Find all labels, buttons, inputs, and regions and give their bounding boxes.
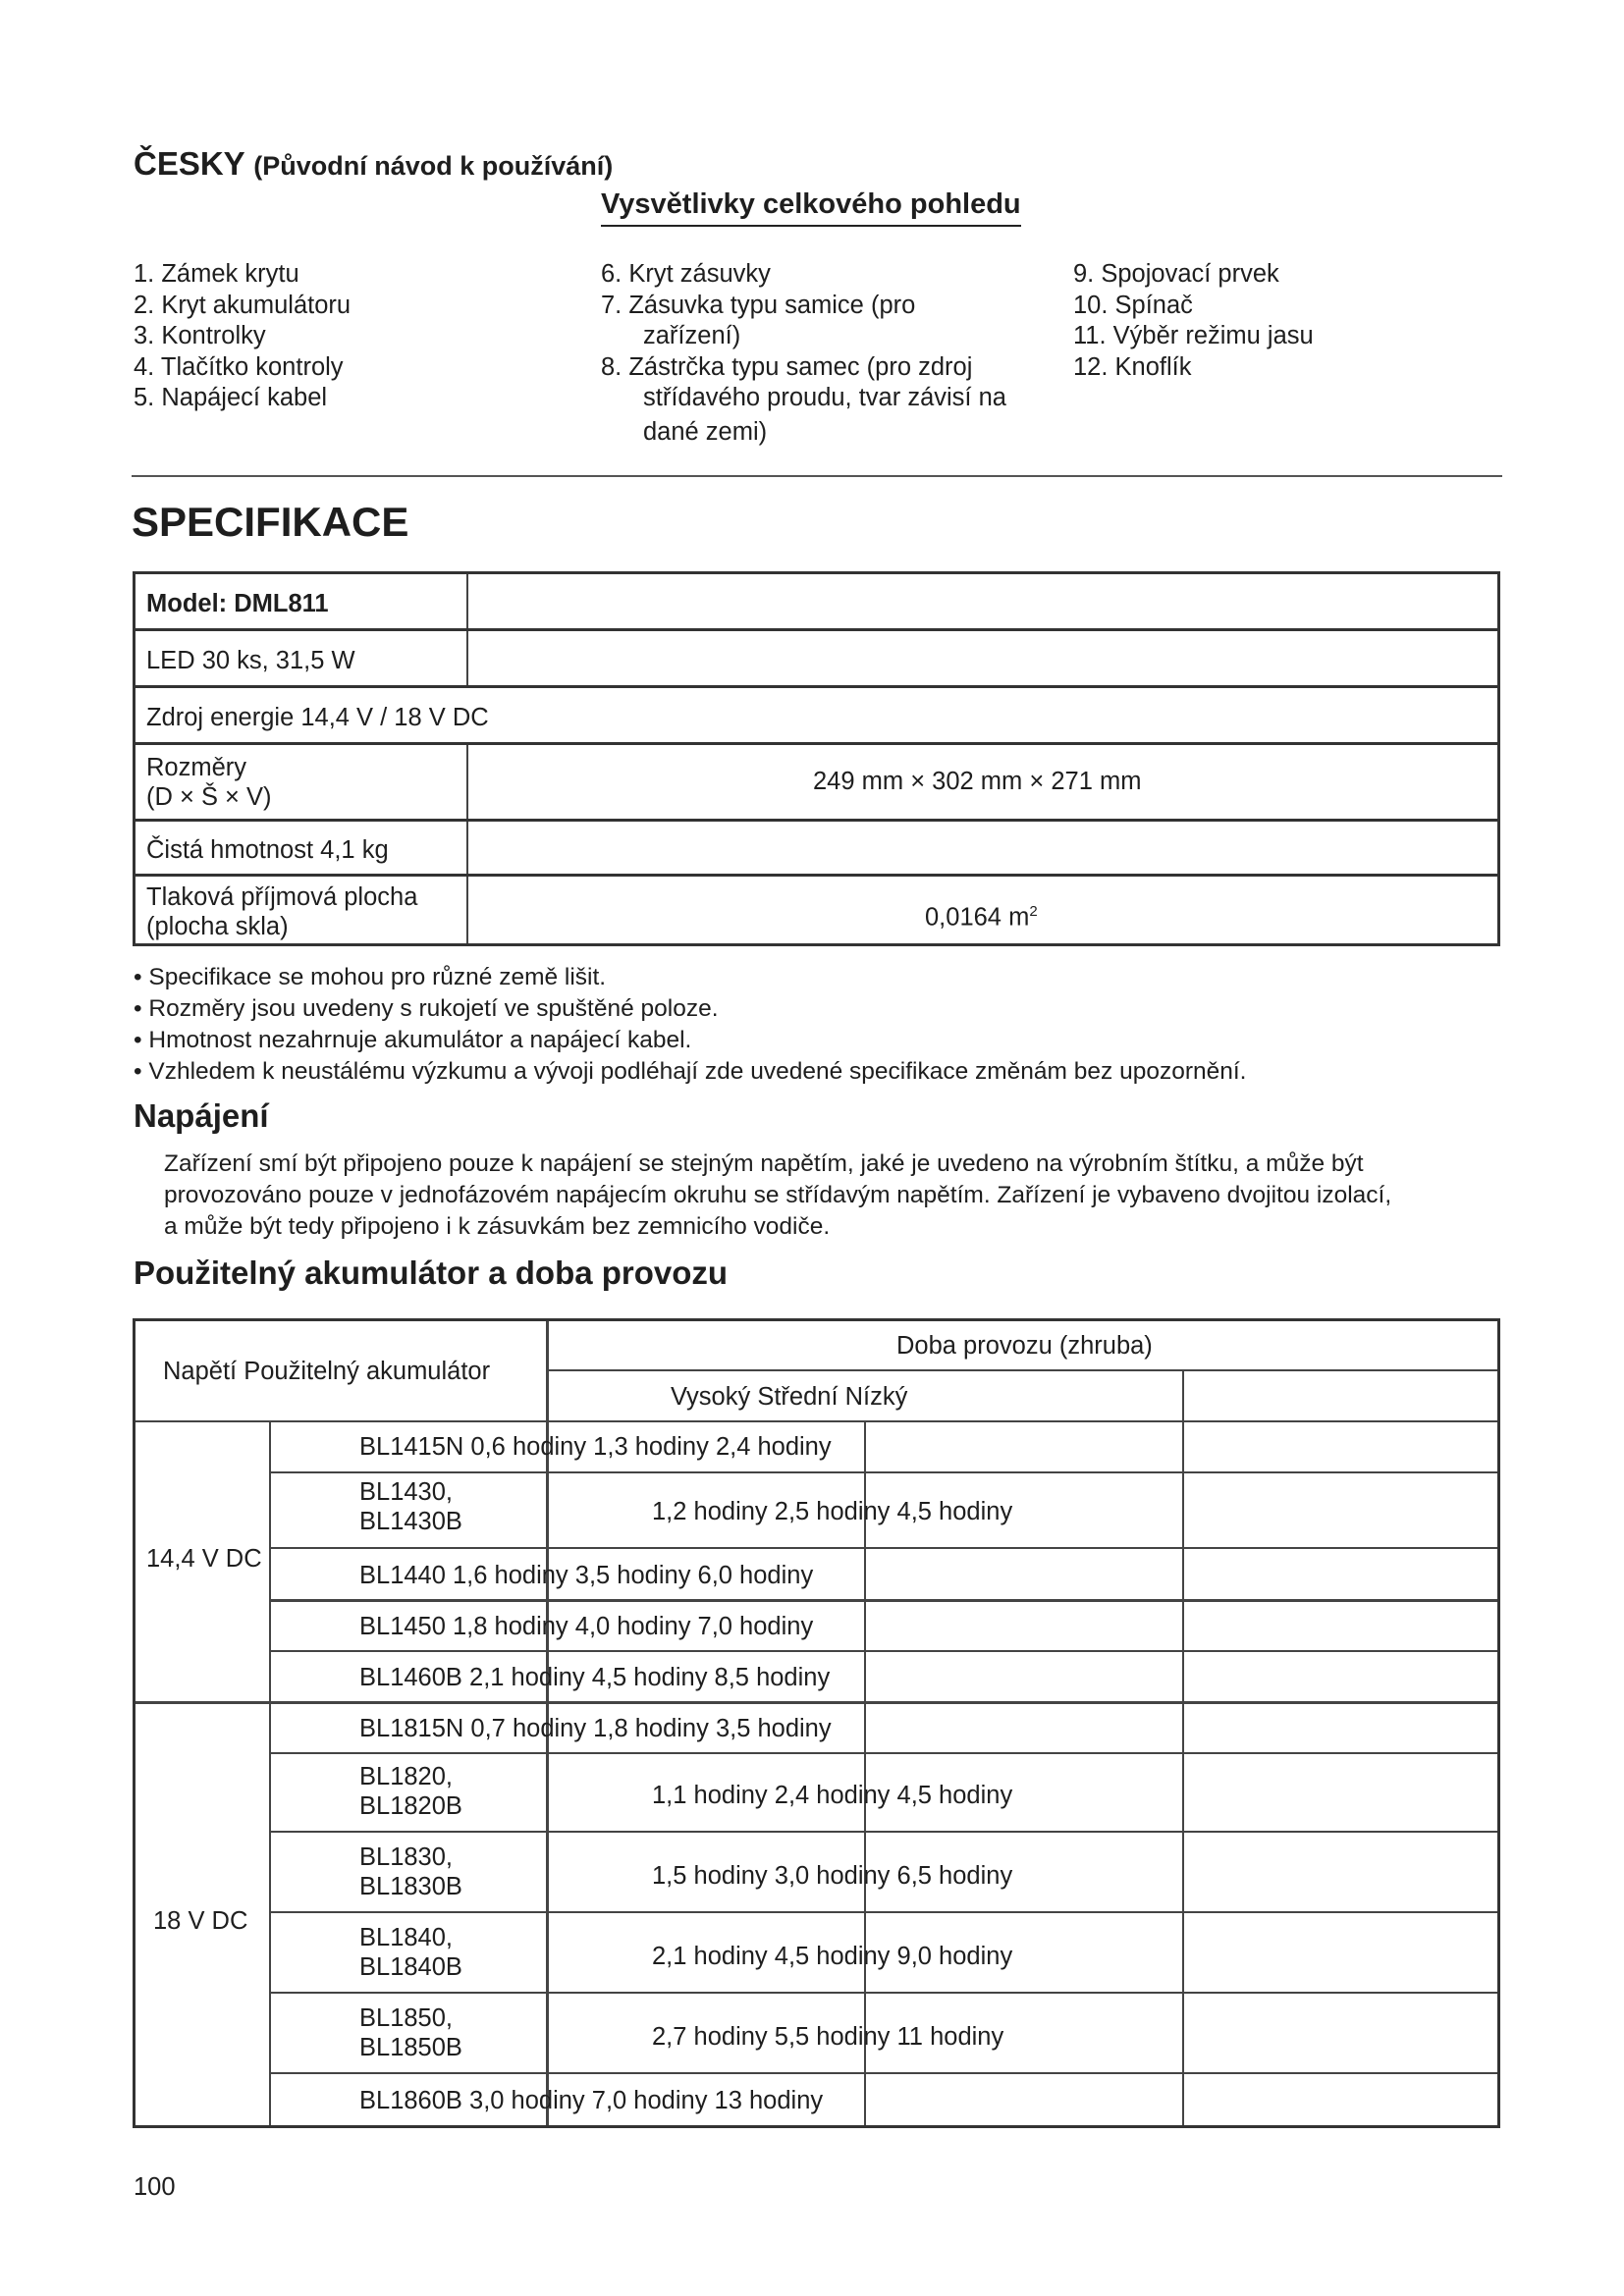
grid-line — [269, 1420, 271, 2125]
battery-times: 2,1 hodiny 4,5 hodiny 9,0 hodiny — [652, 1943, 1013, 1970]
spec-table — [133, 571, 1500, 946]
battery-model: BL1830B — [359, 1873, 462, 1900]
table-row — [135, 822, 1497, 877]
paragraph-line: a může být tedy připojeno i k zásuvkám bez zemnicího vodiče. — [164, 1213, 831, 1240]
legend-column-1 — [134, 259, 351, 414]
list-item: 3. Kontrolky — [134, 322, 266, 349]
head-operating-time: Doba provozu (zhruba) — [896, 1332, 1153, 1360]
spec-model: Model: DML811 — [146, 590, 329, 617]
grid-line — [135, 1701, 1497, 1704]
grid-line — [546, 1369, 1497, 1371]
power-title: Napájení — [134, 1097, 269, 1134]
spec-dims-label-2: (D × Š × V) — [146, 783, 272, 811]
head-voltage-battery: Napětí Použitelný akumulátor — [163, 1358, 491, 1385]
grid-line — [269, 1911, 1497, 1913]
list-item: • Specifikace se mohou pro různé země lišit. — [134, 964, 607, 990]
list-item: střídavého proudu, tvar závisí na — [643, 384, 1006, 411]
spec-weight: Čistá hmotnost 4,1 kg — [146, 836, 389, 864]
battery-times: 2,7 hodiny 5,5 hodiny 11 hodiny — [652, 2023, 1004, 2051]
legend-column-3 — [1073, 259, 1314, 383]
battery-row: BL1440 1,6 hodiny 3,5 hodiny 6,0 hodiny — [359, 1562, 814, 1589]
battery-model: BL1840B — [359, 1953, 462, 1981]
battery-model: BL1820B — [359, 1792, 462, 1820]
table-row — [135, 745, 1497, 822]
grid-line — [269, 1650, 1497, 1652]
grid-line — [269, 1471, 1497, 1473]
table-row — [135, 877, 1497, 949]
power-paragraph — [164, 1148, 1391, 1243]
voltage-group-18v: 18 V DC — [153, 1907, 248, 1935]
grid-line — [269, 1831, 1497, 1833]
table-row — [135, 688, 1497, 745]
spec-dims-value: 249 mm × 302 mm × 271 mm — [813, 768, 1142, 795]
list-item: 9. Spojovací prvek — [1073, 260, 1279, 288]
battery-row: BL1415N 0,6 hodiny 1,3 hodiny 2,4 hodiny — [359, 1433, 832, 1461]
battery-row: BL1815N 0,7 hodiny 1,8 hodiny 3,5 hodiny — [359, 1715, 832, 1742]
legend-column-2 — [601, 259, 1006, 448]
table-row — [135, 631, 1497, 688]
grid-line — [269, 1992, 1497, 1994]
battery-model: BL1820, — [359, 1763, 454, 1790]
list-item: 7. Zásuvka typu samice (pro — [601, 291, 916, 319]
battery-row: BL1860B 3,0 hodiny 7,0 hodiny 13 hodiny — [359, 2087, 824, 2114]
spec-area-value — [925, 897, 1038, 933]
spec-area-label-1: Tlaková příjmová plocha — [146, 883, 418, 911]
spec-notes — [134, 962, 1246, 1088]
grid-line — [269, 1547, 1497, 1549]
list-item: 11. Výběr režimu jasu — [1073, 322, 1314, 349]
grid-line — [269, 1752, 1497, 1754]
area-number: 0,0164 m — [925, 903, 1030, 932]
battery-row: BL1460B 2,1 hodiny 4,5 hodiny 8,5 hodiny — [359, 1664, 831, 1691]
list-item: 5. Napájecí kabel — [134, 384, 328, 411]
list-item: 1. Zámek krytu — [134, 260, 299, 288]
spec-area-label-2: (plocha skla) — [146, 913, 289, 940]
battery-row: BL1450 1,8 hodiny 4,0 hodiny 7,0 hodiny — [359, 1613, 814, 1640]
spec-led: LED 30 ks, 31,5 W — [146, 647, 355, 674]
battery-table — [133, 1318, 1500, 2128]
list-item: • Vzhledem k neustálému výzkumu a vývoji podléhají zde uvedené specifikace změnám bez upozornění. — [134, 1058, 1247, 1085]
page-number: 100 — [134, 2173, 176, 2201]
list-item: 6. Kryt zásuvky — [601, 260, 771, 288]
grid-line — [269, 1599, 1497, 1602]
grid-line — [1182, 1369, 1184, 2125]
list-item: 2. Kryt akumulátoru — [134, 291, 352, 319]
list-item: • Hmotnost nezahrnuje akumulátor a napájecí kabel. — [134, 1027, 692, 1053]
legend-subtitle: Vysvětlivky celkového pohledu — [601, 188, 1021, 227]
battery-model: BL1430B — [359, 1508, 462, 1535]
battery-times: 1,5 hodiny 3,0 hodiny 6,5 hodiny — [652, 1862, 1013, 1890]
paragraph-line: Zařízení smí být připojeno pouze k napájení se stejným napětím, jaké je uvedeno na výrobním štítku, a může být — [164, 1150, 1364, 1177]
list-item: 8. Zástrčka typu samec (pro zdroj — [601, 352, 973, 381]
spec-power-source: Zdroj energie 14,4 V / 18 V DC — [146, 704, 489, 731]
spec-title: SPECIFIKACE — [132, 499, 409, 545]
battery-model: BL1850, — [359, 2004, 454, 2032]
battery-model: BL1430, — [359, 1478, 454, 1506]
area-exponent: 2 — [1029, 903, 1038, 920]
spec-dims-label-1: Rozměry — [146, 754, 247, 781]
list-item: • Rozměry jsou uvedeny s rukojetí ve spuštěné poloze. — [134, 995, 719, 1022]
battery-model: BL1840, — [359, 1924, 454, 1951]
list-item: dané zemi) — [643, 417, 768, 446]
grid-line — [269, 2072, 1497, 2074]
battery-times: 1,1 hodiny 2,4 hodiny 4,5 hodiny — [652, 1782, 1013, 1809]
section-divider — [132, 475, 1502, 477]
language-label: ČESKY — [134, 145, 245, 182]
paragraph-line: provozováno pouze v jednofázovém napájecím okruhu se střídavým napětím. Zařízení je vybaveno dvojitou izolací, — [164, 1182, 1392, 1208]
voltage-group-14v: 14,4 V DC — [146, 1545, 262, 1573]
battery-model: BL1830, — [359, 1843, 454, 1871]
language-heading — [134, 145, 613, 183]
table-row — [135, 574, 1497, 631]
battery-title: Použitelný akumulátor a doba provozu — [134, 1255, 729, 1291]
battery-model: BL1850B — [359, 2034, 462, 2061]
list-item: 12. Knoflík — [1073, 352, 1192, 381]
list-item: zařízení) — [643, 322, 741, 349]
head-modes: Vysoký Střední Nízký — [671, 1383, 908, 1411]
grid-line — [135, 1420, 1497, 1422]
battery-times: 1,2 hodiny 2,5 hodiny 4,5 hodiny — [652, 1498, 1013, 1525]
language-note: (Původní návod k používání) — [253, 151, 614, 181]
list-item: 4. Tlačítko kontroly — [134, 352, 344, 381]
list-item: 10. Spínač — [1073, 291, 1193, 319]
